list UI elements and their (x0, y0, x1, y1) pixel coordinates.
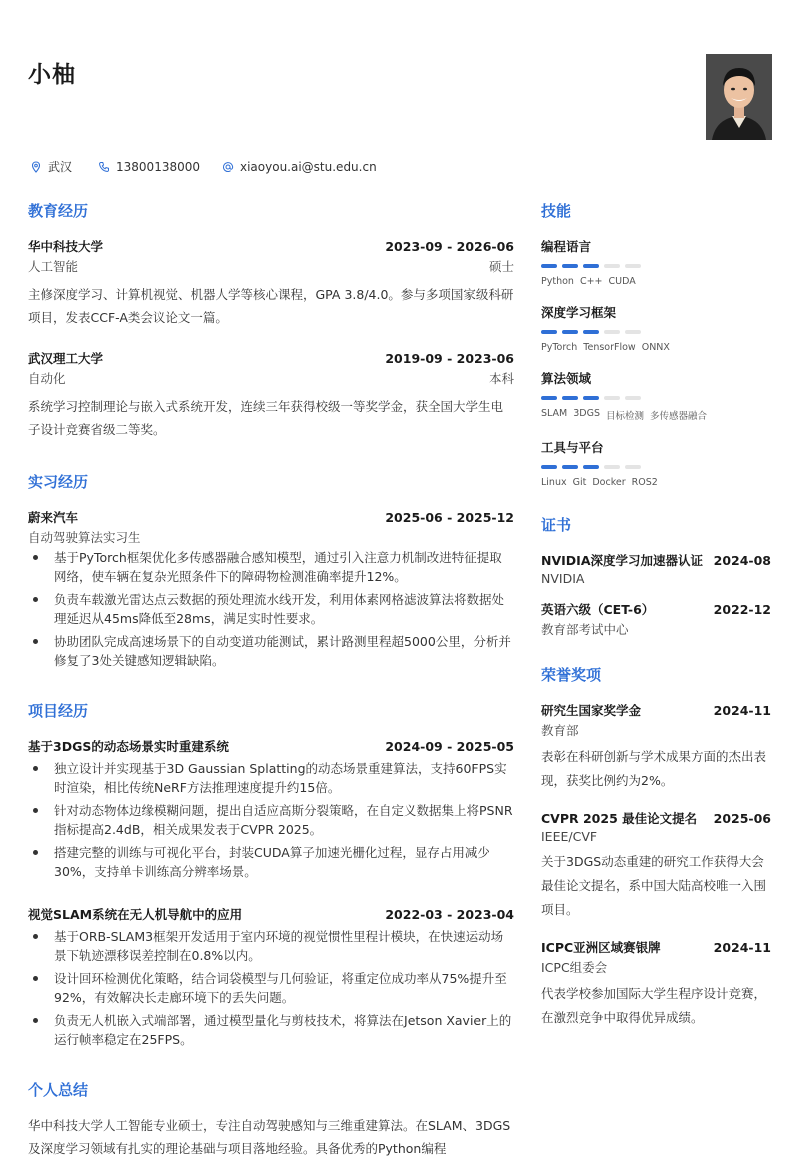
list-item: 协助团队完成高速场景下的自动变道功能测试，累计路测里程超5000公里，分析并修复了3处关键感知逻辑缺陷。 (28, 632, 514, 670)
skill-tag: Git (572, 477, 587, 488)
side-column (541, 200, 771, 1046)
skill-level-segment (604, 465, 620, 469)
list-item: 搭建完整的训练与可视化平台，封装CUDA算子加速光栅化过程，显存占用减少30%，支持单卡训练高分辨率场景。 (28, 843, 514, 881)
skill-level-segment (562, 465, 578, 469)
skill-tag: Linux (541, 477, 567, 488)
certificates-heading: 证书 (541, 516, 572, 534)
list-item: 负责车载激光雷达点云数据的预处理流水线开发，利用体素网格滤波算法将数据处理延迟从45ms降低至28ms，满足实时性要求。 (28, 590, 514, 628)
skill-level-segment (604, 264, 620, 268)
honor-item (541, 809, 771, 922)
certificate-issuer: NVIDIA (541, 571, 585, 586)
honor-description: 代表学校参加国际大学生程序设计竞赛，在激烈竞争中取得优异成绩。 (541, 986, 767, 1025)
skill-name: 算法领域 (541, 371, 592, 386)
certificate-item (541, 600, 771, 638)
contact-bar (30, 158, 395, 175)
skill-tag: ROS2 (631, 477, 658, 488)
skill-tags (541, 408, 771, 422)
honors-heading: 荣誉奖项 (541, 666, 602, 684)
honor-name: CVPR 2025 最佳论文提名 (541, 811, 698, 826)
skill-tag: C++ (579, 276, 603, 287)
certificate-issuer: 教育部考试中心 (541, 622, 629, 637)
skill-level-segment (583, 465, 599, 469)
phone-icon (98, 161, 110, 173)
skill-tag: CUDA (608, 276, 636, 287)
skill-level-segment (541, 330, 557, 334)
honor-issuer: IEEE/CVF (541, 829, 598, 844)
skill-level-segment (562, 330, 578, 334)
education-item (28, 237, 514, 329)
skill-level-bar (541, 396, 771, 400)
skill-level-segment (541, 264, 557, 268)
honor-issuer: ICPC组委会 (541, 960, 608, 975)
list-item: 针对动态物体边缘模糊问题，提出自适应高斯分裂策略，在自定义数据集上将PSNR指标提高2.4dB，相关成果发表于CVPR 2025。 (28, 801, 514, 839)
skill-group (541, 237, 771, 287)
skill-tag: TensorFlow (583, 342, 636, 353)
skill-tag: 多传感器融合 (650, 411, 708, 422)
project-dates: 2024-09 - 2025-05 (385, 739, 514, 754)
skill-group (541, 438, 771, 488)
degree: 本科 (488, 371, 514, 386)
email-text: xiaoyou.ai@stu.edu.cn (240, 159, 377, 174)
degree: 硕士 (488, 259, 514, 274)
summary-text: 华中科技大学人工智能专业硕士，专注自动驾驶感知与三维重建算法。在SLAM、3DGS及深度学习领域有扎实的理论基础与项目落地经验。具备优秀的Python编程 (28, 1118, 511, 1156)
skill-level-segment (625, 465, 641, 469)
skill-level-segment (583, 396, 599, 400)
certificate-date: 2022-12 (713, 602, 771, 617)
skill-tag: SLAM (541, 408, 568, 419)
major: 人工智能 (28, 259, 79, 274)
contact-city (30, 158, 72, 175)
skill-tag: 目标检测 (606, 411, 645, 422)
skill-tags (541, 276, 771, 287)
skill-level-bar (541, 264, 771, 268)
skill-level-segment (625, 264, 641, 268)
skill-tags (541, 477, 771, 488)
profile-photo (706, 54, 772, 140)
internship-role: 自动驾驶算法实习生 (28, 530, 141, 545)
skill-level-bar (541, 330, 771, 334)
certificate-name: NVIDIA深度学习加速器认证 (541, 553, 703, 568)
major: 自动化 (28, 371, 66, 386)
at-icon (222, 161, 234, 173)
city-text: 武汉 (48, 160, 73, 174)
skill-level-segment (562, 396, 578, 400)
project-title: 基于3DGS的动态场景实时重建系统 (28, 739, 229, 754)
internship-bullets (28, 548, 514, 670)
skill-level-segment (562, 264, 578, 268)
skill-name: 编程语言 (541, 239, 592, 254)
project-title: 视觉SLAM系统在无人机导航中的应用 (28, 907, 243, 922)
project-item (28, 905, 514, 1049)
school-name: 武汉理工大学 (28, 351, 104, 366)
projects-heading: 项目经历 (28, 702, 89, 720)
contact-email (222, 160, 377, 174)
contact-phone (98, 160, 200, 174)
certificate-item (541, 551, 771, 586)
skill-level-segment (604, 396, 620, 400)
list-item: 设计回环检测优化策略，结合词袋模型与几何验证，将重定位成功率从75%提升至92%，有效解决长走廊环境下的丢失问题。 (28, 969, 514, 1007)
main-column (28, 200, 514, 1160)
skill-tag: ONNX (641, 342, 670, 353)
company-name: 蔚来汽车 (28, 510, 79, 525)
project-item (28, 737, 514, 881)
skill-tag: 3DGS (573, 408, 601, 419)
skill-level-bar (541, 465, 771, 469)
skill-tags (541, 342, 771, 353)
internship-heading: 实习经历 (28, 473, 89, 491)
skill-tag: Python (541, 276, 574, 287)
school-name: 华中科技大学 (28, 239, 104, 254)
honor-issuer: 教育部 (541, 723, 579, 738)
skill-group (541, 369, 771, 422)
education-dates: 2023-09 - 2026-06 (385, 239, 514, 254)
honor-date: 2024-11 (713, 940, 771, 955)
education-heading: 教育经历 (28, 202, 89, 220)
internship-dates: 2025-06 - 2025-12 (385, 510, 514, 525)
skill-group (541, 303, 771, 353)
honor-name: 研究生国家奖学金 (541, 703, 642, 718)
honor-date: 2024-11 (713, 703, 771, 718)
certificate-name: 英语六级（CET-6） (541, 602, 655, 617)
honor-description: 表彰在科研创新与学术成果方面的杰出表现，获奖比例约为2%。 (541, 749, 767, 788)
internship-item (28, 508, 514, 670)
skill-level-segment (541, 465, 557, 469)
honor-name: ICPC亚洲区域赛银牌 (541, 940, 661, 955)
list-item: 基于PyTorch框架优化多传感器融合感知模型，通过引入注意力机制改进特征提取网络，使车辆在复杂光照条件下的障碍物检测准确率提升12%。 (28, 548, 514, 586)
skills-heading: 技能 (541, 202, 572, 220)
skill-name: 工具与平台 (541, 440, 604, 455)
skill-tag: PyTorch (541, 342, 578, 353)
project-dates: 2022-03 - 2023-04 (385, 907, 514, 922)
skill-level-segment (625, 330, 641, 334)
list-item: 基于ORB-SLAM3框架开发适用于室内环境的视觉惯性里程计模块，在快速运动场景下轨迹漂移误差控制在0.8%以内。 (28, 927, 514, 965)
skill-level-segment (583, 264, 599, 268)
skill-level-segment (583, 330, 599, 334)
phone-text: 13800138000 (116, 159, 200, 174)
education-description: 主修深度学习、计算机视觉、机器人学等核心课程，GPA 3.8/4.0。参与多项国家级科研项目，发表CCF-A类会议论文一篇。 (28, 287, 514, 325)
summary-heading: 个人总结 (28, 1081, 89, 1099)
skill-level-segment (604, 330, 620, 334)
certificate-date: 2024-08 (713, 553, 771, 568)
project-bullets (28, 759, 514, 881)
skill-name: 深度学习框架 (541, 305, 617, 320)
education-dates: 2019-09 - 2023-06 (385, 351, 514, 366)
location-pin-icon (30, 161, 42, 173)
education-description: 系统学习控制理论与嵌入式系统开发，连续三年获得校级一等奖学金，获全国大学生电子设计竞赛省级二等奖。 (28, 399, 504, 437)
skill-level-segment (625, 396, 641, 400)
honor-item (541, 938, 771, 1030)
project-bullets (28, 927, 514, 1049)
honor-item (541, 701, 771, 793)
list-item: 独立设计并实现基于3D Gaussian Splatting的动态场景重建算法，支持60FPS实时渲染，相比传统NeRF方法推理速度提升约15倍。 (28, 759, 514, 797)
honor-date: 2025-06 (713, 811, 771, 826)
education-item (28, 349, 514, 441)
list-item: 负责无人机嵌入式端部署，通过模型量化与剪枝技术，将算法在Jetson Xavier上的运行帧率稳定在25FPS。 (28, 1011, 514, 1049)
skill-tag: Docker (592, 477, 626, 488)
candidate-name: 小柚 (28, 62, 76, 88)
skill-level-segment (541, 396, 557, 400)
honor-description: 关于3DGS动态重建的研究工作获得大会最佳论文提名，系中国大陆高校唯一入围项目。 (541, 854, 767, 917)
